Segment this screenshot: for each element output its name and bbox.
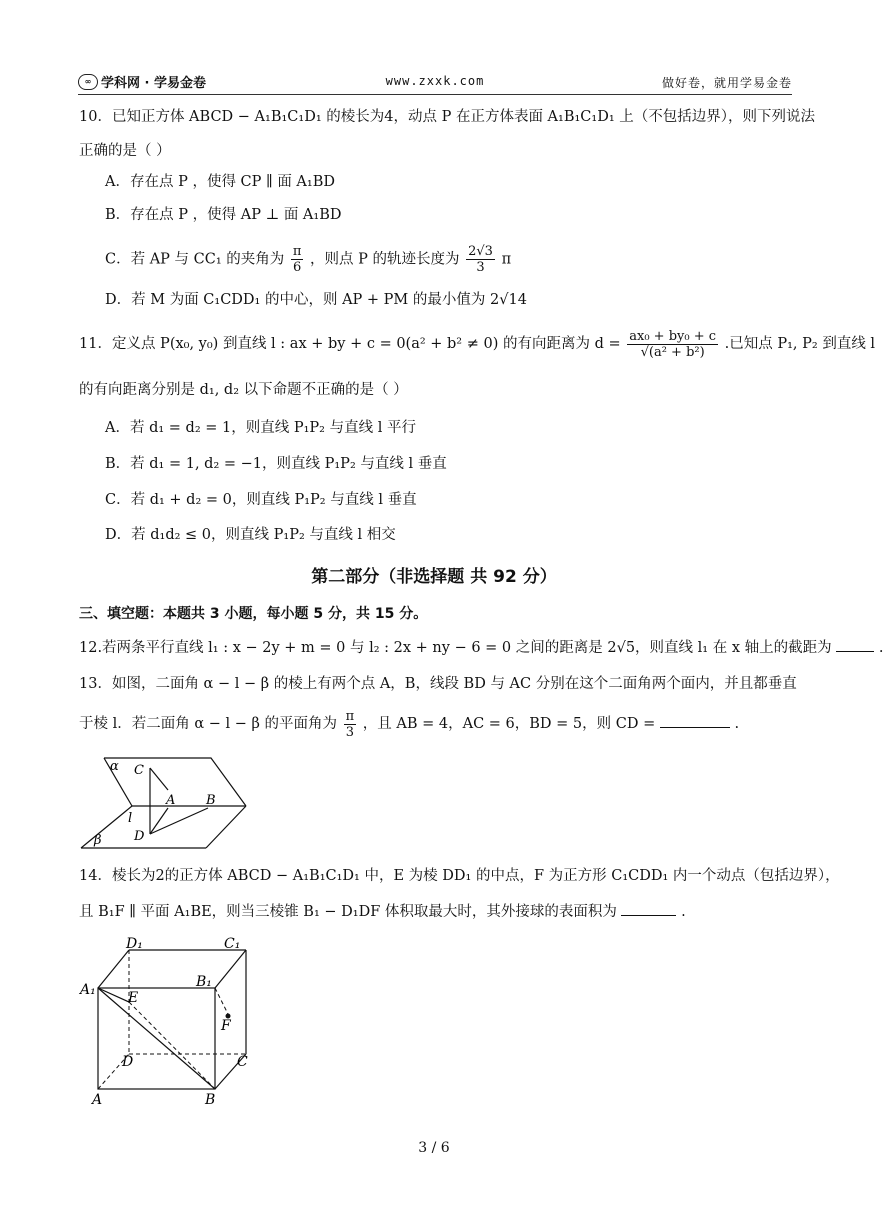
label-d1: D₁ xyxy=(126,936,143,952)
q11-option-c: C．若 d₁ + d₂ = 0，则直线 P₁P₂ 与直线 l 垂直 xyxy=(105,492,417,508)
label-d: D xyxy=(134,829,145,844)
q11-stem-text: 11．定义点 P(x₀, y₀) 到直线 l : ax + by + c = 0(a² + b² ≠ 0) 的有向距离为 d = xyxy=(79,336,621,352)
q10-c-angle-fraction xyxy=(291,244,304,275)
segment-ca xyxy=(150,768,168,790)
q10-option-d: D．若 M 为面 C₁CDD₁ 的中心，则 AP + PM 的最小值为 2√14 xyxy=(105,292,527,308)
label-c: C xyxy=(237,1054,248,1070)
q13-line2 xyxy=(79,708,739,740)
label-alpha: α xyxy=(110,759,119,774)
q12-end: . xyxy=(878,640,883,656)
q12-answer-blank[interactable] xyxy=(836,651,874,652)
site-url: www.zxxk.com xyxy=(385,74,485,88)
segment-a1b xyxy=(98,988,215,1089)
q10-c-length-fraction xyxy=(466,244,495,275)
q14-answer-blank[interactable] xyxy=(621,915,676,916)
brand-text: 学科网 · 学易金卷 xyxy=(101,76,206,91)
fraction-numerator: π xyxy=(292,244,302,259)
label-f: F xyxy=(221,1018,231,1034)
q14-line2-text: 且 B₁F ∥ 平面 A₁BE，则当三棱锥 B₁ − D₁DF 体积取最大时，其外接球的表面积为 xyxy=(79,904,617,920)
q11-distance-fraction xyxy=(627,329,718,360)
q10-option-c-text: C．若 AP 与 CC₁ 的夹角为 xyxy=(105,251,285,268)
q12-text xyxy=(79,638,883,658)
section3-title: 三、填空题：本题共 3 小题，每小题 5 分，共 15 分。 xyxy=(79,606,428,622)
q11-stem-end: .已知点 P₁, P₂ 到直线 l xyxy=(724,336,876,352)
q14-end: . xyxy=(681,904,686,920)
q14-line2 xyxy=(79,902,686,922)
plane-beta-right-edge xyxy=(206,806,246,848)
part2-title: 第二部分（非选择题 共 92 分） xyxy=(311,567,557,587)
q10-option-b: B．存在点 P ，使得 AP ⊥ 面 A₁BD xyxy=(105,207,342,223)
q11-option-b: B．若 d₁ = 1, d₂ = −1，则直线 P₁P₂ 与直线 l 垂直 xyxy=(105,456,447,472)
header-slogan: 做好卷，就用学易金卷 xyxy=(661,76,792,90)
q11-stem-line1 xyxy=(79,328,875,360)
plane-beta-left-edge xyxy=(81,806,132,848)
label-a: A xyxy=(166,793,176,808)
page-header xyxy=(78,70,792,95)
segment-a1e xyxy=(98,988,129,1002)
label-c1: C₁ xyxy=(224,936,241,952)
q10-option-c-mid: ，则点 P 的轨迹长度为 xyxy=(310,251,460,268)
fraction-denominator: √(a² + b²) xyxy=(640,344,705,360)
dihedral-angle-figure xyxy=(76,752,256,852)
q11-stem-line2: 的有向距离分别是 d₁, d₂ 以下命题不正确的是（ ） xyxy=(79,382,408,398)
q13-end: . xyxy=(734,716,740,732)
label-a: A xyxy=(92,1092,103,1108)
q10-stem-line1: 10．已知正方体 ABCD − A₁B₁C₁D₁ 的棱长为4，动点 P 在正方体表面 A₁B₁C₁D₁ 上（不包括边界），则下列说法 xyxy=(79,109,816,125)
fraction-denominator: 6 xyxy=(293,260,302,275)
q10-option-c xyxy=(105,244,511,275)
q12-stem: 12.若两条平行直线 l₁ : x − 2y + m = 0 与 l₂ : 2x + ny − 6 = 0 之间的距离是 2√5，则直线 l₁ 在 x 轴上的截距为 xyxy=(79,640,832,656)
segment-eb xyxy=(129,1002,215,1089)
label-d: D xyxy=(122,1054,134,1070)
q11-option-d: D．若 d₁d₂ ≤ 0，则直线 P₁P₂ 与直线 l 相交 xyxy=(105,527,396,543)
q13-line2-text: 于棱 l．若二面角 α − l − β 的平面角为 xyxy=(79,716,338,732)
segment-b1f xyxy=(215,988,228,1014)
label-l: l xyxy=(128,811,133,826)
fraction-numerator: 2√3 xyxy=(468,244,493,259)
fraction-numerator: ax₀ + by₀ + c xyxy=(629,328,717,344)
page-number: 3 / 6 xyxy=(418,1140,450,1156)
cube-edge-a1d1 xyxy=(98,950,129,988)
q13-answer-blank[interactable] xyxy=(660,727,730,728)
q13-angle-fraction xyxy=(344,709,357,740)
fraction-numerator: π xyxy=(345,708,355,724)
q10-option-c-end: π xyxy=(501,251,512,268)
q13-line2-end: ，且 AB = 4，AC = 6，BD = 5，则 CD = xyxy=(362,716,656,732)
label-c: C xyxy=(134,763,144,778)
logo-icon: ∞ xyxy=(78,74,98,90)
fraction-denominator: 3 xyxy=(476,260,485,275)
label-b1: B₁ xyxy=(196,974,212,990)
label-beta: β xyxy=(94,833,102,848)
cube-edge-b1c1 xyxy=(215,950,246,988)
label-e: E xyxy=(128,990,139,1006)
label-a1: A₁ xyxy=(80,982,96,998)
q13-line1: 13．如图，二面角 α − l − β 的棱上有两个点 A，B，线段 BD 与 AC 分别在这个二面角两个面内，并且都垂直 xyxy=(79,676,797,692)
q10-stem-line2: 正确的是（ ） xyxy=(79,143,171,159)
fraction-denominator: 3 xyxy=(345,724,355,740)
q11-option-a: A．若 d₁ = d₂ = 1，则直线 P₁P₂ 与直线 l 平行 xyxy=(105,420,416,436)
cube-figure xyxy=(78,932,258,1112)
q10-option-a: A．存在点 P ，使得 CP ∥ 面 A₁BD xyxy=(105,174,335,190)
label-b: B xyxy=(206,793,216,808)
q14-line1: 14．棱长为2的正方体 ABCD − A₁B₁C₁D₁ 中，E 为棱 DD₁ 的中点，F 为正方形 C₁CDD₁ 内一个动点（包括边界）， xyxy=(79,868,840,884)
label-b: B xyxy=(205,1092,216,1108)
